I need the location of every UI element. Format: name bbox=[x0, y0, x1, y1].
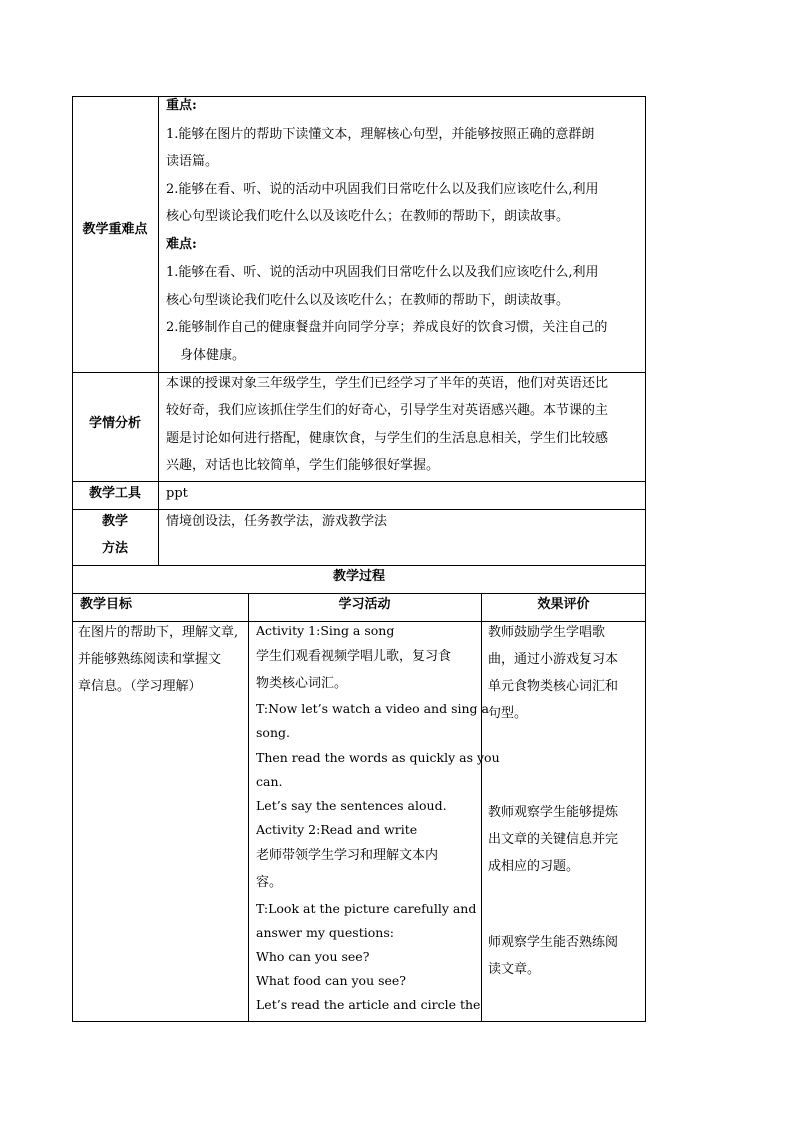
method-value: 情境创设法，任务教学法，游戏教学法 bbox=[166, 514, 388, 529]
eval-line: 单元食物类核心词汇和 bbox=[488, 679, 619, 694]
key-point-1: 1.能够在图片的帮助下读懂文本，理解核心句型，并能够按照正确的意群朗 bbox=[166, 127, 595, 142]
hard-points-title: 难点: bbox=[166, 237, 197, 252]
goal-line: 在图片的帮助下，理解文章, bbox=[78, 625, 239, 640]
eval-line: 教师鼓励学生学唱歌 bbox=[488, 625, 606, 640]
activity-line: Let’s say the sentences aloud. bbox=[256, 798, 447, 813]
header-activity: 学习活动 bbox=[338, 597, 391, 612]
header-goal: 教学目标 bbox=[80, 597, 133, 612]
analysis-line: 本课的授课对象三年级学生，学生们已经学习了半年的英语，他们对英语还比 bbox=[166, 376, 609, 391]
method-label-2: 方法 bbox=[101, 541, 128, 556]
tools-value: ppt bbox=[166, 486, 188, 501]
activity-line: Who can you see? bbox=[256, 949, 370, 964]
activity-line: 容。 bbox=[256, 875, 283, 890]
tools-label: 教学工具 bbox=[88, 486, 141, 501]
hard-point-2: 2.能够制作自己的健康餐盘并向同学分享；养成良好的饮食习惯，关注自己的 bbox=[166, 320, 608, 335]
eval-line: 师观察学生能否熟练阅 bbox=[488, 935, 619, 950]
analysis-line: 较好奇，我们应该抓住学生们的好奇心，引导学生对英语感兴趣。本节课的主 bbox=[166, 403, 609, 418]
goal-line: 章信息。（学习理解） bbox=[78, 679, 202, 694]
activity-line: What food can you see? bbox=[256, 973, 406, 988]
process-title: 教学过程 bbox=[332, 569, 385, 584]
key-point-1-cont: 读语篇。 bbox=[166, 154, 219, 169]
analysis-line: 兴趣，对话也比较简单，学生们能够很好掌握。 bbox=[166, 458, 440, 473]
activity-line: can. bbox=[256, 774, 283, 789]
activity-line: 老师带领学生学习和理解文本内 bbox=[256, 848, 439, 863]
activity-line: Let’s read the article and circle the bbox=[256, 997, 481, 1012]
eval-line: 读文章。 bbox=[488, 962, 541, 977]
analysis-line: 题是讨论如何进行搭配，健康饮食，与学生们的生活息息相关，学生们比较感 bbox=[166, 431, 609, 446]
hard-point-1-cont: 核心句型谈论我们吃什么以及该吃什么；在教师的帮助下，朗读故事。 bbox=[166, 293, 570, 308]
activity-line: T:Look at the picture carefully and bbox=[256, 901, 477, 916]
header-eval: 效果评价 bbox=[537, 597, 590, 612]
activity-line: Activity 2:Read and write bbox=[256, 822, 418, 837]
activity-line: Activity 1:Sing a song bbox=[256, 623, 395, 638]
eval-line: 教师观察学生能够提炼 bbox=[488, 805, 619, 820]
eval-line: 句型。 bbox=[488, 706, 528, 721]
col-divider bbox=[481, 593, 482, 1022]
method-label-1: 教学 bbox=[101, 514, 128, 529]
activity-line: answer my questions: bbox=[256, 925, 394, 940]
hard-point-1: 1.能够在看、听、说的活动中巩固我们日常吃什么以及我们应该吃什么,利用 bbox=[166, 265, 599, 280]
col-divider bbox=[248, 593, 249, 1022]
eval-line: 曲，通过小游戏复习本 bbox=[488, 652, 619, 667]
activity-line: T:Now let’s watch a video and sing a bbox=[256, 701, 489, 716]
activity-line: 物类核心词汇。 bbox=[256, 676, 348, 691]
goal-line: 并能够熟练阅读和掌握文 bbox=[78, 652, 222, 667]
difficulty-label: 教学重难点 bbox=[82, 222, 148, 237]
col-divider bbox=[158, 96, 159, 565]
hard-point-2-cont: 身体健康。 bbox=[180, 348, 246, 363]
key-point-2-cont: 核心句型谈论我们吃什么以及该吃什么；在教师的帮助下，朗读故事。 bbox=[166, 209, 570, 224]
activity-line: Then read the words as quickly as you bbox=[256, 750, 500, 765]
activity-line: 学生们观看视频学唱儿歌，复习食 bbox=[256, 649, 452, 664]
key-point-2: 2.能够在看、听、说的活动中巩固我们日常吃什么以及我们应该吃什么,利用 bbox=[166, 182, 599, 197]
eval-line: 成相应的习题。 bbox=[488, 859, 580, 874]
activity-line: song. bbox=[256, 725, 290, 740]
eval-line: 出文章的关键信息并完 bbox=[488, 832, 619, 847]
key-points-title: 重点: bbox=[166, 98, 197, 113]
analysis-label: 学情分析 bbox=[88, 416, 141, 431]
